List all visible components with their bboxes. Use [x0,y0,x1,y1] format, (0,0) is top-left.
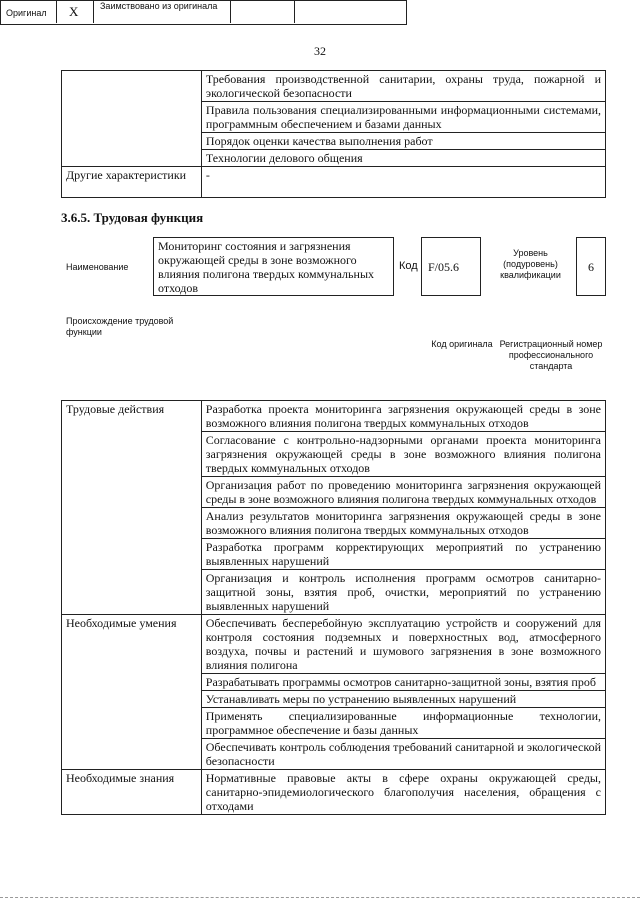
name-label: Наименование [66,262,129,272]
function-level-value: 6 [576,237,606,296]
group-label: Необходимые знания [62,770,202,815]
function-name-value: Мониторинг состояния и загрязнения окружающей среды в зоне возможного влияния полигона твердых коммунальных отходов [153,237,394,296]
origin-label: Происхождение трудовой функции [66,316,174,337]
page-number: 32 [314,44,326,58]
row-text: - [201,167,605,198]
list-item: Анализ результатов мониторинга загрязнения окружающей среды в зоне возможного влияния полигона твердых коммунальных отходов [201,508,605,539]
page-fold-line [0,897,640,898]
group-label: Необходимые умения [62,615,202,770]
list-item: Организация и контроль исполнения программ осмотров санитарно-защитной зоны, взятия проб, очистки, мероприятий по устранению выявленных нарушений [201,570,605,615]
list-item: Разработка программ корректирующих мероприятий по устранению выявленных нарушений [201,539,605,570]
table-row [62,615,606,674]
list-item: Организация работ по проведению мониторинга загрязнения окружающей среды в зоне возможного влияния полигона твердых коммунальных отходов [201,477,605,508]
row-text: Требования производственной санитарии, охраны труда, пожарной и экологической безопасности [201,71,605,102]
row-label: Другие характеристики [62,167,202,198]
registration-caption: Регистрационный номер профессионального стандарта [499,339,603,371]
registration-number-cell [295,0,405,23]
list-item: Устанавливать меры по устранению выявленных нарушений [201,691,605,708]
code-caption: Код оригинала [431,339,493,349]
list-item: Разработка проекта мониторинга загрязнения окружающей среды в зоне возможного влияния полигона твердых коммунальных отходов [201,401,605,432]
borrowed-label: Заимствовано из оригинала [100,1,218,11]
section-heading: 3.6.5. Трудовая функция [61,210,204,225]
top-requirements-table [61,70,606,198]
list-item: Нормативные правовые акты в сфере охраны окружающей среды, санитарно-эпидемиологического благополучия населения, обращения с отходами [201,770,605,815]
level-label: Уровень (подуровень) квалификации [500,248,561,280]
origin-row [0,0,407,25]
row-label [62,71,202,167]
original-label: Оригинал [6,8,47,18]
list-item: Согласование с контрольно-надзорными органами проекта мониторинга загрязнения окружающей среды в зоне возможного влияния полигона твердых коммунальных отходов [201,432,605,477]
row-text: Технологии делового общения [201,150,605,167]
table-row [62,401,606,432]
function-code-value: F/05.6 [421,237,481,296]
row-text: Порядок оценки качества выполнения работ [201,133,605,150]
table-row [62,71,606,102]
list-item: Разрабатывать программы осмотров санитарно-защитной зоны, взятия проб [201,674,605,691]
table-row [62,167,606,198]
row-text: Правила пользования специализированными информационными системами, программным обеспечением и базами данных [201,102,605,133]
list-item: Обеспечивать контроль соблюдения требований санитарной и экологической безопасности [201,739,605,770]
code-label: Код [399,260,418,272]
labor-function-table [61,400,606,815]
original-mark: X [69,4,79,19]
original-code-cell [231,0,295,23]
table-row [62,770,606,815]
list-item: Применять специализированные информационные технологии, программное обеспечение и базы данных [201,708,605,739]
list-item: Обеспечивать бесперебойную эксплуатацию устройств и сооружений для контроля состояния подземных и поверхностных вод, атмосферного воздуха, почвы и растений и шумового загрязнения в зоне возможного влияния полигона [201,615,605,674]
group-label: Трудовые действия [62,401,202,615]
